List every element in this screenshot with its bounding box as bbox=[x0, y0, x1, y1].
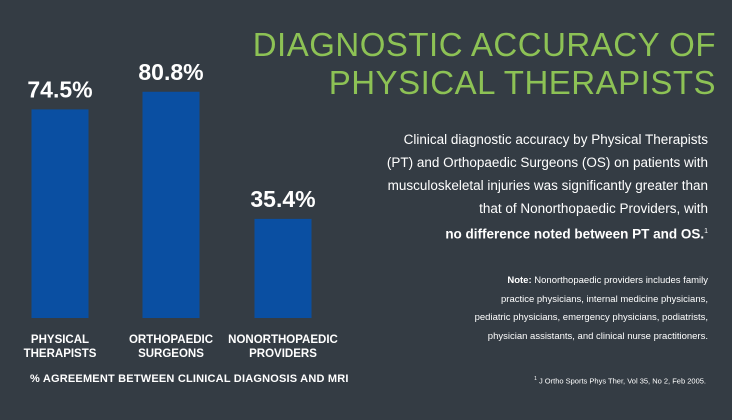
note bbox=[408, 272, 708, 346]
note-line-1 bbox=[408, 272, 708, 291]
note-line-4: physician assistants, and clinical nurse practitioners. bbox=[487, 330, 708, 342]
x-axis-caption: % AGREEMENT BETWEEN CLINICAL DIAGNOSIS AND MRI bbox=[30, 373, 349, 385]
description bbox=[358, 128, 708, 246]
description-bold-text: no difference noted between PT and OS. bbox=[445, 226, 705, 242]
note-text-1: Nonorthopaedic providers includes family bbox=[531, 275, 708, 286]
citation-mark: 1 bbox=[534, 376, 537, 382]
category-label-0-line-1: PHYSICAL bbox=[30, 334, 90, 346]
description-line-2: (PT) and Orthopaedic Surgeons (OS) on patients with bbox=[386, 155, 708, 170]
footnote-mark: 1 bbox=[704, 228, 708, 235]
description-bold-line bbox=[358, 220, 708, 246]
bar-value-label-2: 35.4% bbox=[250, 185, 316, 212]
description-line-1: Clinical diagnostic accuracy by Physical Therapists bbox=[403, 132, 708, 147]
category-label-1-line-1: ORTHOPAEDIC bbox=[128, 334, 214, 346]
note-label: Note: bbox=[507, 275, 532, 286]
citation bbox=[534, 376, 706, 386]
note-line-2: practice physicians, internal medicine physicians, bbox=[501, 293, 708, 305]
category-label-1-line-2: SURGEONS bbox=[138, 348, 204, 360]
category-label-2-line-2: PROVIDERS bbox=[249, 348, 317, 360]
note-line-3: pediatric physicians, emergency physicians, podiatrists, bbox=[474, 312, 708, 323]
bar-2 bbox=[255, 219, 312, 318]
title-line-2: PHYSICAL THERAPISTS bbox=[328, 64, 716, 101]
bar-1 bbox=[143, 92, 200, 318]
category-label-0-line-2: THERAPISTS bbox=[23, 348, 97, 360]
description-line-3: musculoskeletal injuries was significantly greater than bbox=[387, 178, 708, 193]
bar-0 bbox=[32, 109, 89, 318]
chart-title bbox=[246, 26, 716, 102]
bar-value-label-1: 80.8% bbox=[138, 58, 204, 85]
title-line-1: DIAGNOSTIC ACCURACY OF bbox=[252, 26, 716, 63]
bar-value-label-0: 74.5% bbox=[27, 76, 93, 103]
description-line-4: that of Nonorthopaedic Providers, with bbox=[479, 201, 708, 216]
category-label-2-line-1: NONORTHOPAEDIC bbox=[228, 334, 338, 346]
citation-text: J Ortho Sports Phys Ther, Vol 35, No 2, Feb 2005. bbox=[536, 376, 706, 386]
